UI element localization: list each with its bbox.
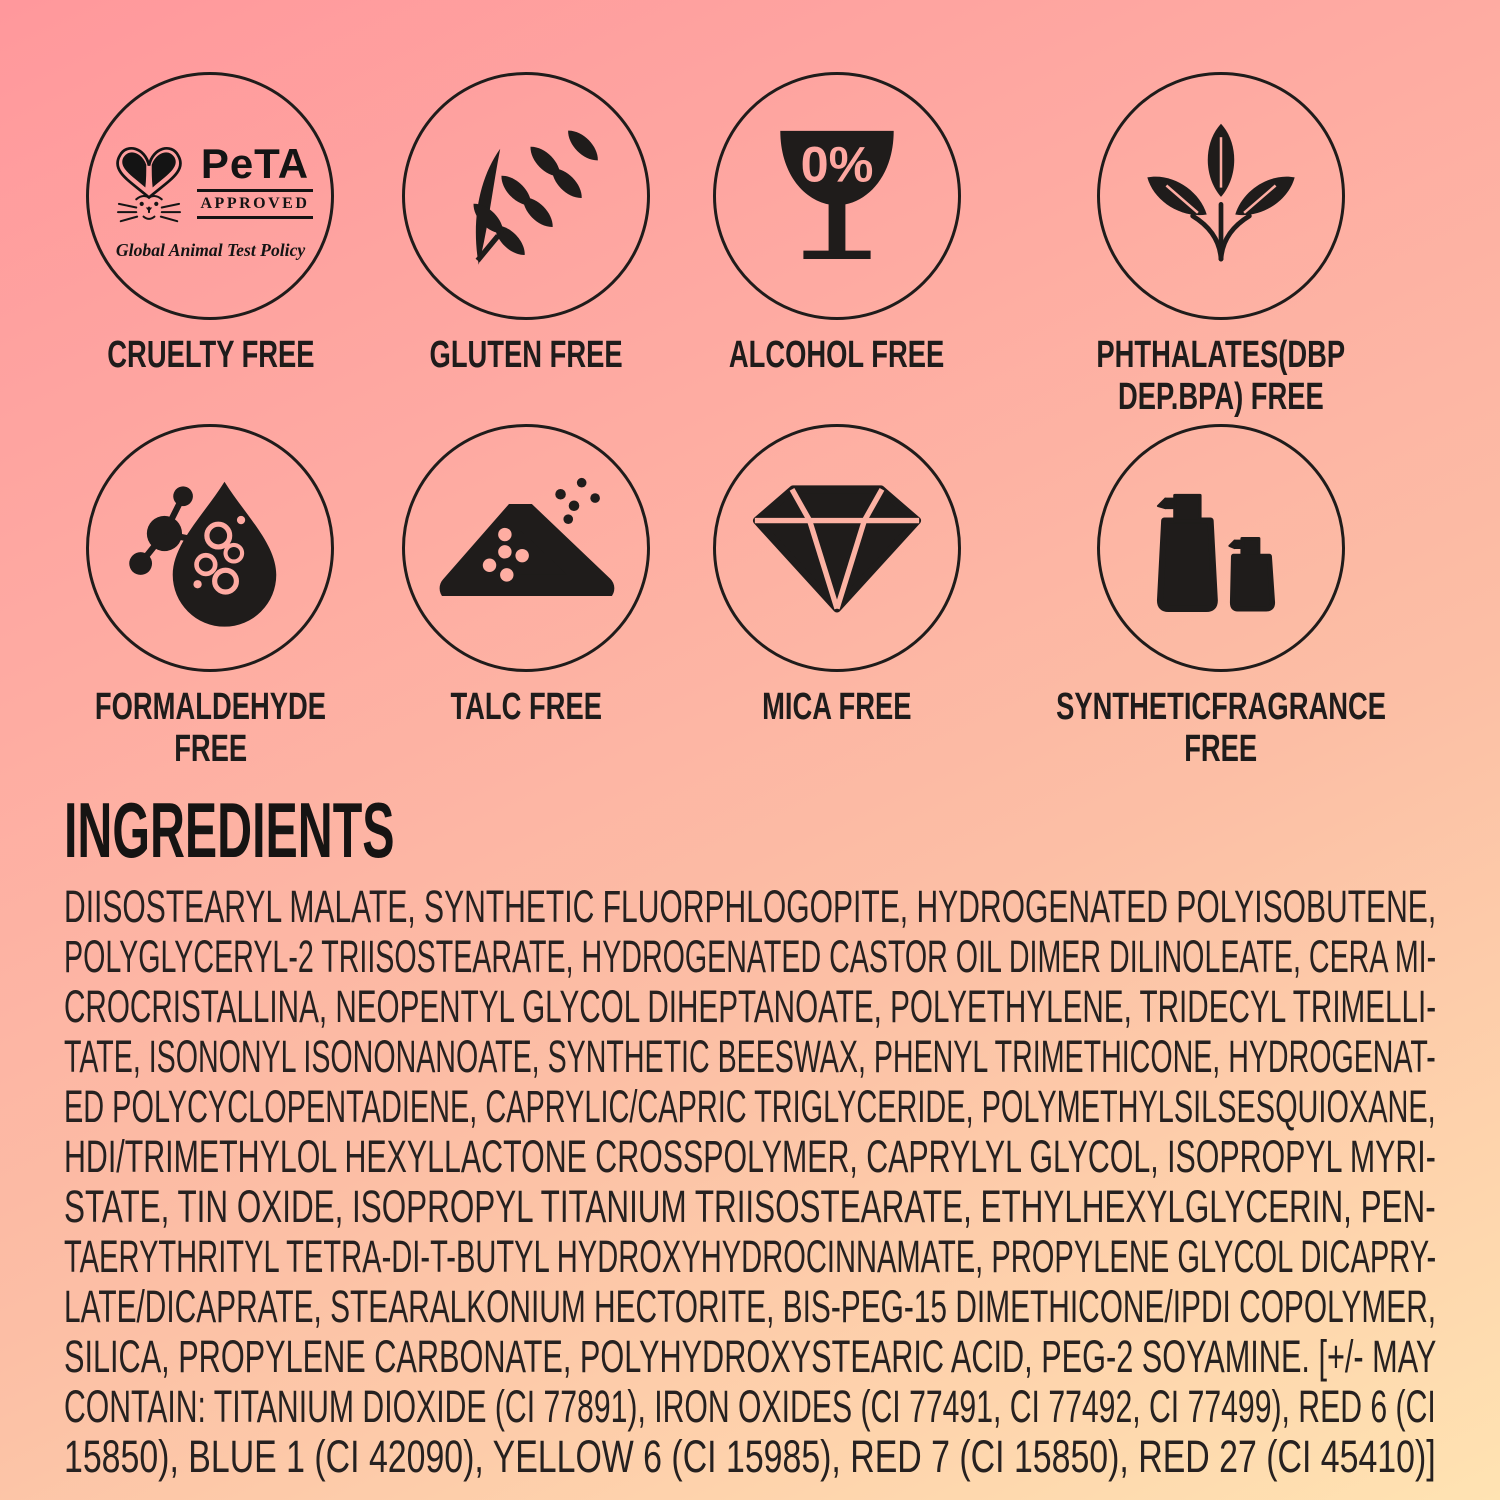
badge-talc-free: [371, 424, 681, 776]
ingredients-line: TAERYTHRITYL TETRA-DI-T-BUTYL HYDROXYHYDROCINNAMATE, PROPYLENE GLYCOL DICAPRY-: [64, 1231, 1437, 1282]
badge-label: FORMALDEHYDE FREE: [94, 686, 326, 770]
ingredients-line: POLYGLYCERYL-2 TRIISOSTEARATE, HYDROGENATED CASTOR OIL DIMER DILINOLEATE, CERA MI-: [64, 931, 1437, 982]
peta-approved-logo: [86, 72, 334, 320]
badge-label: MICA FREE: [761, 686, 912, 728]
peta-brand-text: PeTA: [200, 139, 310, 187]
peta-bunny-icon: [108, 132, 190, 232]
ingredients-section: [0, 776, 1500, 1482]
divider: [197, 189, 313, 192]
ingredients-line: 15850), BLUE 1 (CI 42090), YELLOW 6 (CI 15985), RED 7 (CI 15850), RED 27 (CI 45410)]: [64, 1431, 1436, 1482]
leaves-icon: [1137, 112, 1305, 280]
powder-pile-icon: [430, 466, 622, 630]
ingredients-line: STATE, TIN OXIDE, ISOPROPYL TITANIUM TRIISOSTEARATE, ETHYLHEXYLGLYCERIN, PEN-: [64, 1181, 1436, 1232]
wheat-icon: [440, 110, 612, 282]
ingredients-line: CROCRISTALLINA, NEOPENTYL GLYCOL DIHEPTANOATE, POLYETHYLENE, TRIDECYL TRIMELLI-: [64, 981, 1437, 1032]
divider: [197, 216, 313, 219]
badge-label: PHTHALATES(DBP DEP.BPA) FREE: [1096, 334, 1346, 418]
spray-bottles-icon: [1137, 464, 1305, 632]
droplet-molecule-icon: [122, 460, 298, 636]
diamond-icon: [739, 460, 935, 636]
badge-gluten-free: [371, 72, 681, 424]
ingredients-line: LATE/DICAPRATE, STEARALKONIUM HECTORITE, BIS-PEG-15 DIMETHICONE/IPDI COPOLYMER,: [64, 1281, 1437, 1332]
wine-glass-zero-icon: [753, 112, 921, 280]
badge-label: ALCOHOL FREE: [728, 334, 945, 376]
ingredients-heading: INGREDIENTS: [64, 786, 395, 874]
badge-label: GLUTEN FREE: [429, 334, 623, 376]
badge-cruelty-free: [50, 72, 371, 424]
badge-label: TALC FREE: [450, 686, 602, 728]
ingredients-line: HDI/TRIMETHYLOL HEXYLLACTONE CROSSPOLYMER, CAPRYLYL GLYCOL, ISOPROPYL MYRI-: [64, 1131, 1436, 1182]
badge-synthetic-fragrance-free: [992, 424, 1450, 776]
badge-label: CRUELTY FREE: [106, 334, 315, 376]
ingredients-line: DIISOSTEARYL MALATE, SYNTHETIC FLUORPHLOGOPITE, HYDROGENATED POLYISOBUTENE,: [64, 881, 1437, 932]
peta-policy-text: Global Animal Test Policy: [115, 239, 306, 260]
ingredients-line: SILICA, PROPYLENE CARBONATE, POLYHYDROXYSTEARIC ACID, PEG-2 SOYAMINE. [+/- MAY: [64, 1331, 1437, 1382]
badge-alcohol-free: [681, 72, 992, 424]
badge-formaldehyde-free: [50, 424, 371, 776]
badge-label: SYNTHETICFRAGRANCE FREE: [1056, 686, 1386, 770]
ingredients-line: CONTAIN: TITANIUM DIOXIDE (CI 77891), IRON OXIDES (CI 77491, CI 77492, CI 77499), RED 6 (CI: [64, 1381, 1436, 1432]
ingredients-line: TATE, ISONONYL ISONONANOATE, SYNTHETIC BEESWAX, PHENYL TRIMETHICONE, HYDROGENAT-: [64, 1031, 1436, 1082]
peta-approved-text: APPROVED: [200, 194, 310, 212]
badge-phthalates-free: [992, 72, 1450, 424]
ingredients-text: [64, 882, 1436, 1482]
badge-mica-free: [681, 424, 992, 776]
ingredients-line: ED POLYCYCLOPENTADIENE, CAPRYLIC/CAPRIC TRIGLYCERIDE, POLYMETHYLSILSESQUIOXANE,: [64, 1081, 1436, 1132]
